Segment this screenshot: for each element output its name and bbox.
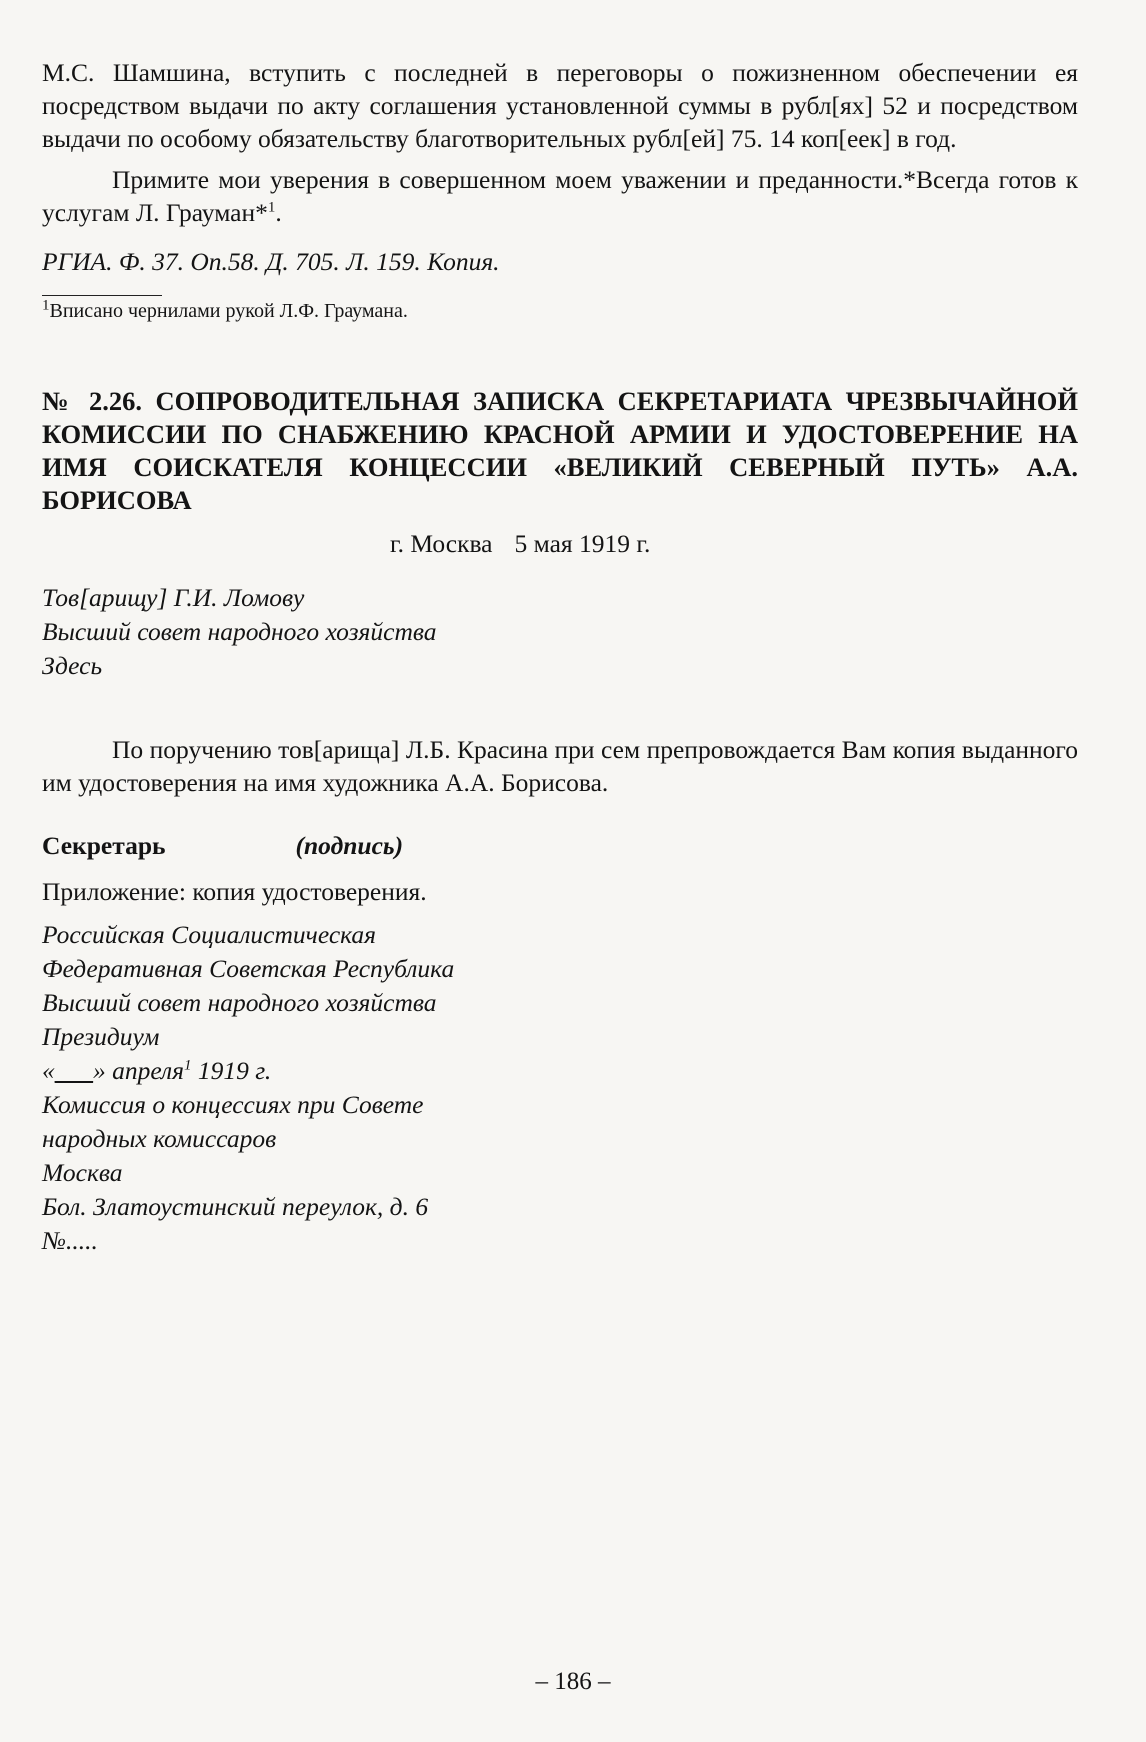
footnote-text: Вписано чернилами рукой Л.Ф. Граумана. xyxy=(49,300,408,322)
letterhead-line: Москва xyxy=(42,1158,123,1187)
date-month: » апреля xyxy=(93,1056,185,1085)
signer-title: Секретарь xyxy=(42,831,166,860)
letterhead-line: Комиссия о концессиях при Совете xyxy=(42,1090,424,1119)
addressee-org: Высший совет народного хозяйства xyxy=(42,617,437,646)
date-open-quote: « xyxy=(42,1056,55,1085)
signature-line xyxy=(42,831,1078,861)
place-date xyxy=(42,529,1078,559)
letterhead-line: Высший совет народного хозяйства xyxy=(42,988,437,1017)
letterhead-line: Президиум xyxy=(42,1022,160,1051)
letterhead-line: Федеративная Советская Республика xyxy=(42,954,455,983)
document-body: По поручению тов[арища] Л.Б. Красина при сем препровождается Вам копия выданного им удостоверения на имя художника А.А. Борисова. xyxy=(42,735,1078,797)
page-number: – 186 – xyxy=(535,1668,611,1695)
footnote-divider xyxy=(42,295,162,296)
letterhead-line: народных комиссаров xyxy=(42,1124,277,1153)
document-place: г. Москва xyxy=(390,529,493,558)
attachment-note: Приложение: копия удостоверения. xyxy=(42,877,427,906)
document-heading: № 2.26. СОПРОВОДИТЕЛЬНАЯ ЗАПИСКА СЕКРЕТАРИАТА ЧРЕЗВЫЧАЙНОЙ КОМИССИИ ПО СНАБЖЕНИЮ КРАСНОЙ АРМИИ И УДОСТОВЕРЕНИЕ НА ИМЯ СОИСКАТЕЛЯ КОНЦЕССИИ «ВЕЛИКИЙ СЕВЕРНЫЙ ПУТЬ» А.А. БОРИСОВА xyxy=(42,386,1078,515)
date-blank: ___ xyxy=(54,1056,93,1085)
footnote-mark: 1 xyxy=(267,199,276,216)
signature: (подпись) xyxy=(295,831,404,860)
letterhead-line: Российская Социалистическая xyxy=(42,920,377,949)
letterhead xyxy=(42,918,1078,1258)
addressee-name: Тов[арищу] Г.И. Ломову xyxy=(42,583,305,612)
date-footnote-mark: 1 xyxy=(184,1057,192,1074)
footnote xyxy=(42,297,1078,323)
addressee-location: Здесь xyxy=(42,651,103,680)
letterhead-date xyxy=(42,1054,1078,1088)
letterhead-line: Бол. Златоустинский переулок, д. 6 xyxy=(42,1192,429,1221)
previous-letter-closing xyxy=(42,163,1078,229)
closing-text: Примите мои уверения в совершенном моем уважении и преданности.*Всегда готов к услугам Л. Грауман* xyxy=(42,165,1078,227)
letterhead-line: №..... xyxy=(42,1226,98,1255)
date-year: 1919 г. xyxy=(191,1056,272,1085)
addressee xyxy=(42,581,1078,683)
previous-letter-paragraph: М.С. Шамшина, вступить с последней в переговоры о пожизненном обеспечении ея посредством выдачи по акту соглашения установленной суммы в рубл[ях] 52 и посредством выдачи по особому обязательству благотворительных рубл[ей] 75. 14 коп[еек] в год. xyxy=(42,58,1078,153)
archive-reference: РГИА. Ф. 37. Оп.58. Д. 705. Л. 159. Копия. xyxy=(42,247,500,276)
document-date: 5 мая 1919 г. xyxy=(514,529,651,558)
closing-end: . xyxy=(275,198,282,227)
footnote-number: 1 xyxy=(42,297,50,314)
